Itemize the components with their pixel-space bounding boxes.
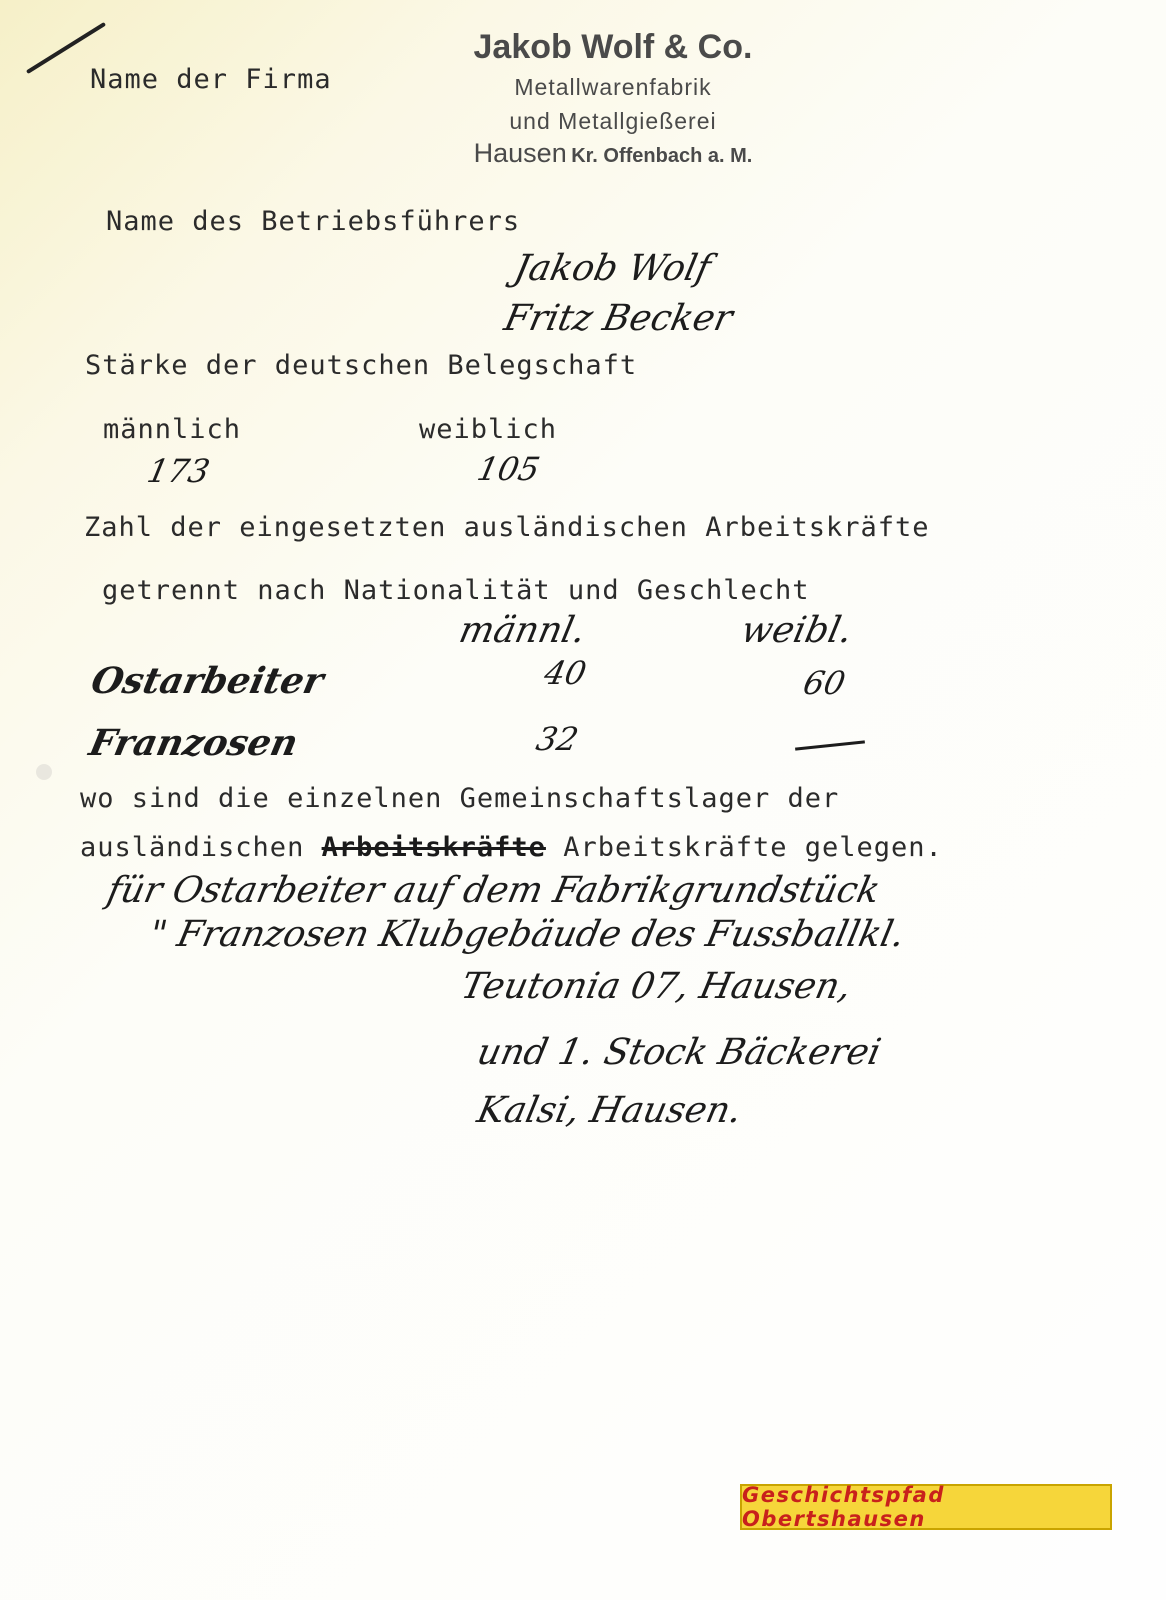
label-weiblich: weiblich: [419, 414, 558, 445]
label-wo-line-1: wo sind die einzelnen Gemeinschaftslager der: [80, 783, 840, 814]
stamp-company-name: Jakob Wolf & Co.: [473, 28, 753, 66]
hand-lager-line-2: " Franzosen Klubgebäude des Fussballkl.: [145, 914, 909, 955]
hand-col-weibl: weibl.: [737, 610, 856, 651]
label-name-der-firma: Name der Firma: [90, 64, 332, 95]
stamp-line-1: Metallwarenfabrik: [514, 74, 712, 100]
hand-franzosen-label: Franzosen: [85, 722, 302, 764]
stamp-line-2: und Metallgießerei: [509, 108, 717, 134]
badge-text: Geschichtspfad Obertshausen: [742, 1483, 945, 1531]
label-getrennt: getrennt nach Nationalität und Geschlecht: [102, 575, 810, 606]
label-maennlich: männlich: [103, 414, 242, 445]
stamp-district: Kr. Offenbach a. M.: [571, 145, 753, 167]
hand-franzosen-m: 32: [532, 720, 582, 758]
hand-betriebsfuehrer-2: Fritz Becker: [500, 298, 737, 339]
label-zahl-auslaendisch: Zahl der eingesetzten ausländischen Arbeitskräfte: [84, 512, 930, 543]
label-wo-line-2-end: Arbeitskräfte gelegen.: [563, 832, 943, 863]
hand-ostarbeiter-w: 60: [799, 664, 849, 702]
label-wo-line-2-start: ausländischen: [80, 832, 305, 863]
stamp-line-3: [458, 138, 768, 169]
hand-lager-line-5: Kalsi, Hausen.: [473, 1090, 746, 1131]
label-betriebsfuehrer: Name des Betriebsführers: [106, 206, 521, 237]
label-wo-line-2: [80, 832, 943, 863]
stamp-town: Hausen: [473, 138, 567, 168]
hand-col-maennl: männl.: [455, 610, 590, 651]
hand-betriebsfuehrer-1: Jakob Wolf: [510, 248, 715, 289]
hand-lager-line-1: für Ostarbeiter auf dem Fabrikgrundstück: [103, 870, 884, 911]
punch-hole: [36, 764, 52, 780]
geschichtspfad-badge: [740, 1484, 1112, 1530]
label-staerke: Stärke der deutschen Belegschaft: [85, 350, 638, 381]
hand-lager-line-3: Teutonia 07, Hausen,: [457, 966, 855, 1007]
struck-out-word: Arbeitskräfte: [321, 832, 546, 863]
hand-ostarbeiter-m: 40: [540, 654, 590, 692]
hand-ostarbeiter-label: Ostarbeiter: [87, 660, 328, 702]
hand-deutsche-weiblich: 105: [473, 450, 544, 488]
hand-lager-line-4: und 1. Stock Bäckerei: [473, 1032, 885, 1073]
franzosen-weiblich-dash: [795, 740, 865, 750]
hand-deutsche-maennlich: 173: [143, 452, 214, 490]
